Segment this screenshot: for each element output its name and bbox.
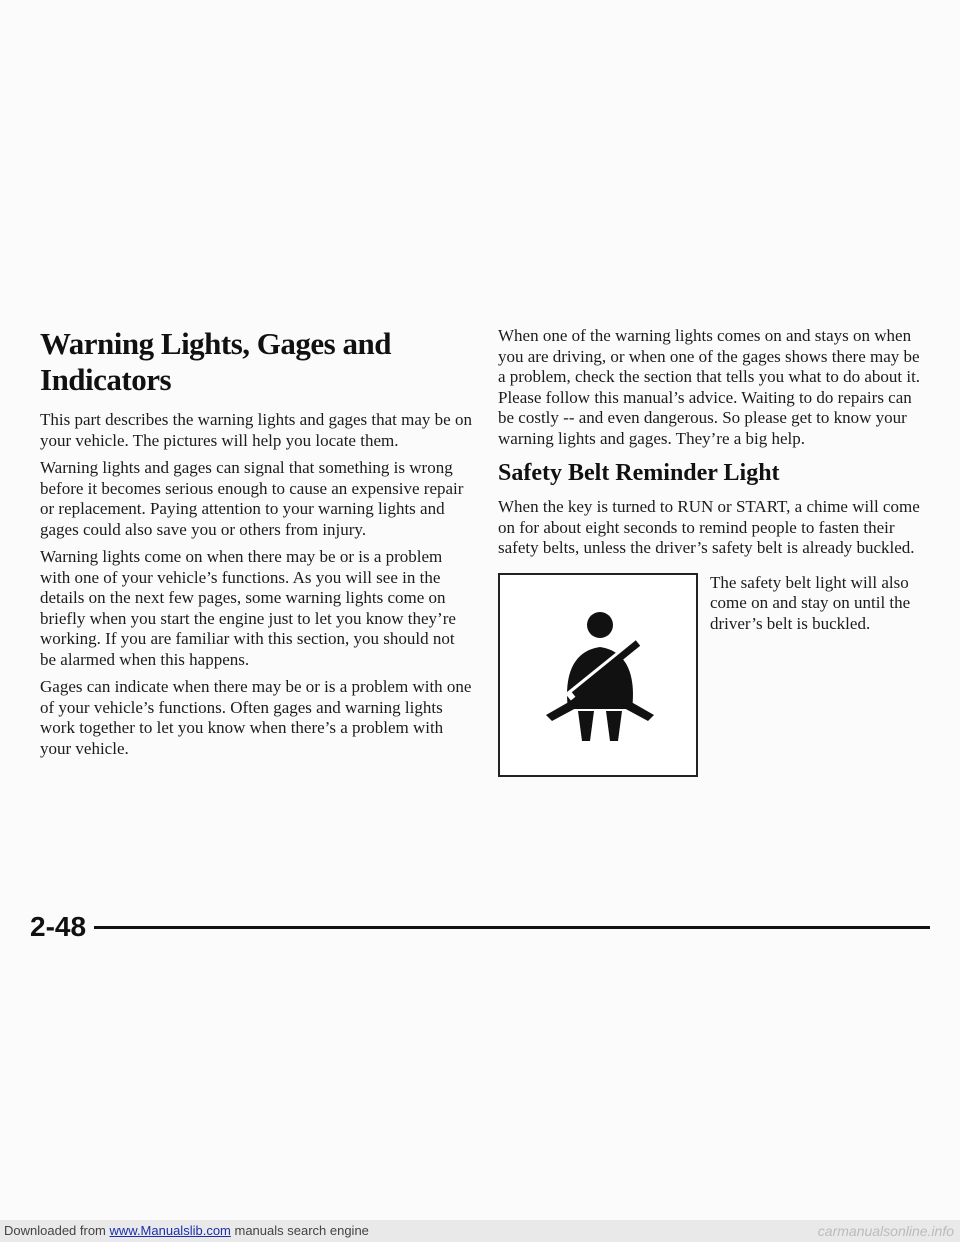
belt-caption: The safety belt light will also come on and stay on until the driver’s belt is buckled. (710, 572, 911, 633)
manualslib-link[interactable]: www.Manualslib.com (109, 1223, 231, 1238)
download-bar (0, 1220, 960, 1242)
belt-figure-row (498, 573, 930, 785)
section-title: Safety Belt Reminder Light (498, 460, 780, 486)
paragraph-when-warning: When one of the warning lights comes on and stays on when you are driving, or when one of the gages shows there may be a problem, check the section that tells you what to do about it. Please follow this manual’s advice. Waiting to do repairs can be costly -- and even dangerous. So please get to know your warning lights and gages. They’re a big help. (498, 326, 921, 448)
paragraph-signal: Warning lights and gages can signal that something is wrong before it becomes serious enough to cause an expensive repair or replacement. Paying attention to your warning lights and gages could also save you or others from injury. (40, 458, 464, 539)
watermark: carmanualsonline.info (817, 1223, 954, 1239)
paragraph-warning-lights: Warning lights come on when there may be or is a problem with one of your vehicle’s functions. As you will see in the details on the next few pages, some warning lights come on briefly when you start the engine just to let you know they’re working. If you are familiar with this section, you should not be alarmed when this happens. (40, 547, 456, 669)
page-number: 2-48 (30, 911, 87, 942)
page-title: Warning Lights, Gages and Indicators (40, 326, 391, 397)
download-credit: Downloaded from www.Manualslib.com manuals search engine (4, 1223, 369, 1238)
belt-light-figure (498, 573, 698, 777)
paragraph-gages: Gages can indicate when there may be or is a problem with one of your vehicle’s functions. Often gages and warning lights work together to let you know when there’s a problem with your vehicle. (40, 677, 472, 758)
right-column (498, 326, 930, 785)
footer-rule (94, 926, 930, 929)
seatbelt-icon (538, 607, 662, 743)
paragraph-intro: This part describes the warning lights and gages that may be on your vehicle. The pictures will help you locate them. (40, 410, 472, 450)
left-column (40, 326, 472, 766)
paragraph-safety-belt: When the key is turned to RUN or START, a chime will come on for about eight seconds to remind people to fasten their safety belts, unless the driver’s safety belt is already buckled. (498, 497, 920, 557)
